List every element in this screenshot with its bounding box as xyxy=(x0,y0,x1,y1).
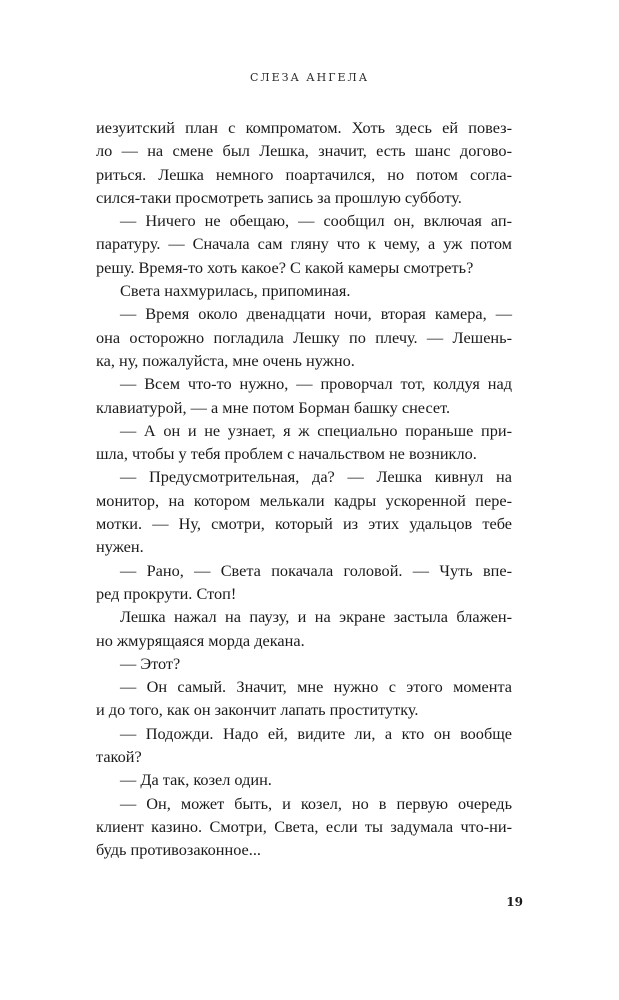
text-line: — Всем что-то нужно, — проворчал тот, колдуя над xyxy=(120,374,512,394)
text-line: — Ничего не обещаю, — сообщил он, включая ап- xyxy=(120,211,512,231)
text-line: — А он и не узнает, я ж специально пораньше при- xyxy=(120,420,512,440)
text-line: — Предусмотрительная, да? — Лешка кивнул на xyxy=(120,467,512,487)
body-text xyxy=(96,116,512,862)
text-line: иезуитский план с компроматом. Хоть здесь ей повез- xyxy=(96,118,512,137)
text-line: но жмурящаяся морда декана. xyxy=(96,630,305,650)
text-line: клавиатурой, — а мне потом Борман башку снесет. xyxy=(96,397,451,417)
text-line: паратуру. — Сначала сам гляну что к чему, а уж потом xyxy=(96,234,512,254)
text-line: — Рано, — Света покачала головой. — Чуть впе- xyxy=(120,560,512,580)
text-line: монитор, на котором мелькали кадры ускоренной пере- xyxy=(96,490,512,510)
page-number: 19 xyxy=(506,895,523,909)
text-line: сился-таки просмотреть запись за прошлую субботу. xyxy=(96,187,462,207)
text-line: клиент казино. Смотри, Света, если ты задумала что-ни- xyxy=(96,816,512,836)
text-line: решу. Время-то хоть какое? С какой камеры смотреть? xyxy=(96,257,474,277)
text-line: ка, ну, пожалуйста, мне очень нужно. xyxy=(96,350,355,370)
text-line: мотки. — Ну, смотри, который из этих удальцов тебе xyxy=(96,514,512,534)
text-line: ред прокрути. Стоп! xyxy=(96,583,237,603)
text-line: будь противозаконное... xyxy=(96,840,261,860)
text-line: Света нахмурилась, припоминая. xyxy=(120,281,351,301)
text-line: — Время около двенадцати ночи, вторая камера, — xyxy=(120,304,512,324)
text-line: ло — на смене был Лешка, значит, есть шанс договo- xyxy=(96,141,512,161)
text-line: шла, чтобы у тебя проблем с начальством не возникло. xyxy=(96,444,477,464)
text-line: — Он самый. Значит, мне нужно с этого момента xyxy=(120,677,512,697)
text-line: риться. Лешка немного поартачился, но потом согла- xyxy=(96,164,512,184)
text-line: она осторожно погладила Лешку по плечу. — Лешень- xyxy=(96,327,512,347)
text-line: — Этот? xyxy=(120,653,181,673)
running-head: СЛЕЗА АНГЕЛА xyxy=(249,71,370,84)
text-line: Лешка нажал на паузу, и на экране застыла блажен- xyxy=(120,607,512,627)
text-line: такой? xyxy=(96,747,142,767)
text-line: — Да так, козел один. xyxy=(120,770,272,790)
text-line: и до того, как он закончит лапать проститутку. xyxy=(96,700,419,720)
text-line: нужен. xyxy=(96,537,144,557)
text-line: — Он, может быть, и козел, но в первую очередь xyxy=(120,793,512,813)
text-line: — Подожди. Надо ей, видите ли, а кто он вообще xyxy=(120,723,512,743)
